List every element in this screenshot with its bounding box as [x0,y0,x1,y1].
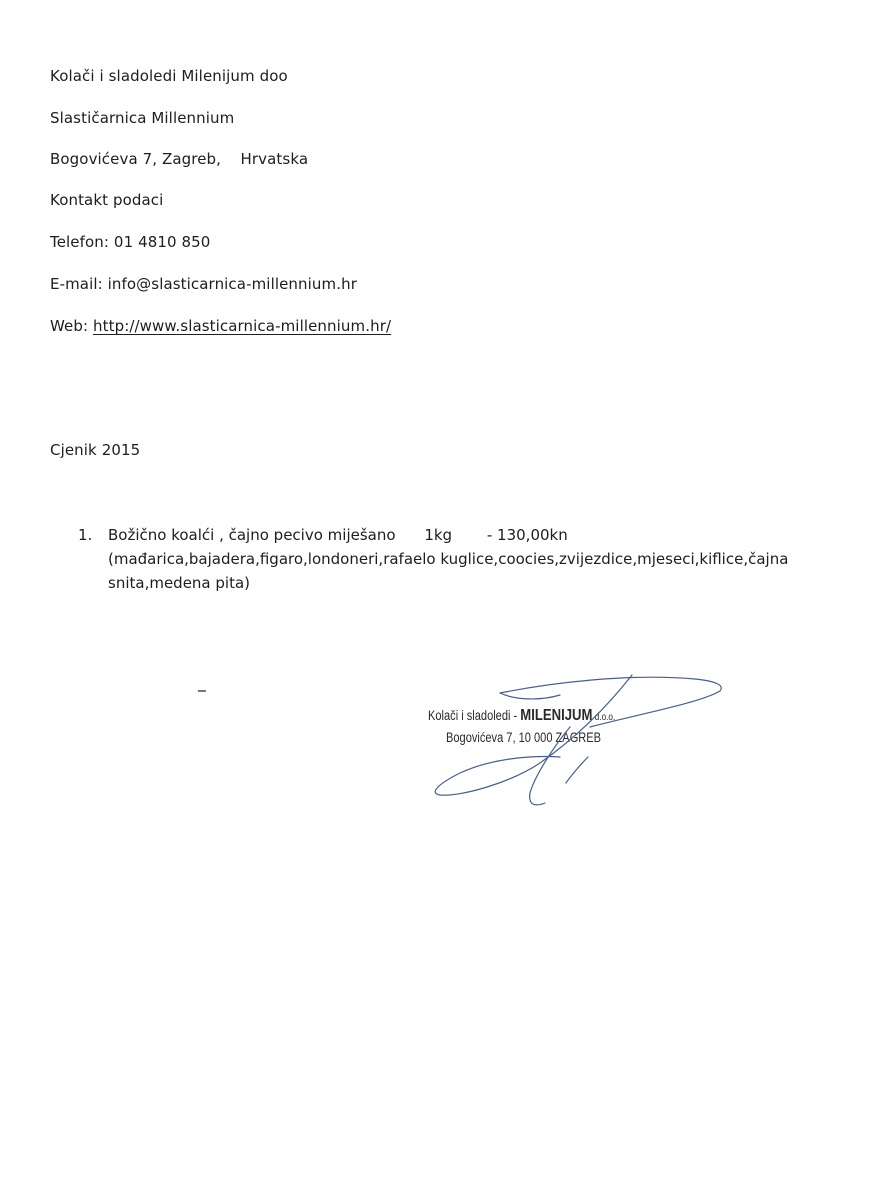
shop-name: Slastičarnica Millennium [50,109,235,127]
web-line [50,316,391,336]
pricelist-title: Cjenik 2015 [50,441,141,459]
item-detail: (mađarica,bajadera,figaro,londoneri,rafaelo kuglice,coocies,zvijezdice,mjeseci,kiflice,čajna snita,medena pita) [108,550,789,592]
item-number: 1. [78,526,93,544]
company-name: Kolači i sladoledi Milenijum doo [50,67,288,85]
item-price: - 130,00kn [486,526,568,544]
item-name: Božično koalći , čajno pecivo miješano [108,526,396,544]
stamp-address-line: Bogovićeva 7, 10 000 ZAGREB [446,730,602,745]
web-link[interactable]: http://www.slasticarnica-millennium.hr/ [93,317,392,335]
stray-mark [198,690,206,692]
item-head [108,523,798,547]
stamp-brand: MILENIJUM [520,707,593,724]
item-body [108,523,798,595]
item-quantity: 1kg [424,526,453,544]
contact-heading: Kontakt podaci [50,191,164,209]
company-stamp [420,665,740,815]
stamp-suffix: d.o.o. [592,712,616,723]
price-list [78,523,798,595]
signature [420,665,740,815]
list-item [78,523,798,595]
stamp-prefix: Kolači i sladoledi - [428,708,521,723]
web-label: Web: [50,317,94,335]
address: Bogovićeva 7, Zagreb, Hrvatska [50,150,309,168]
email-line: E-mail: info@slasticarnica-millennium.hr [50,275,357,293]
phone-line: Telefon: 01 4810 850 [50,233,211,251]
